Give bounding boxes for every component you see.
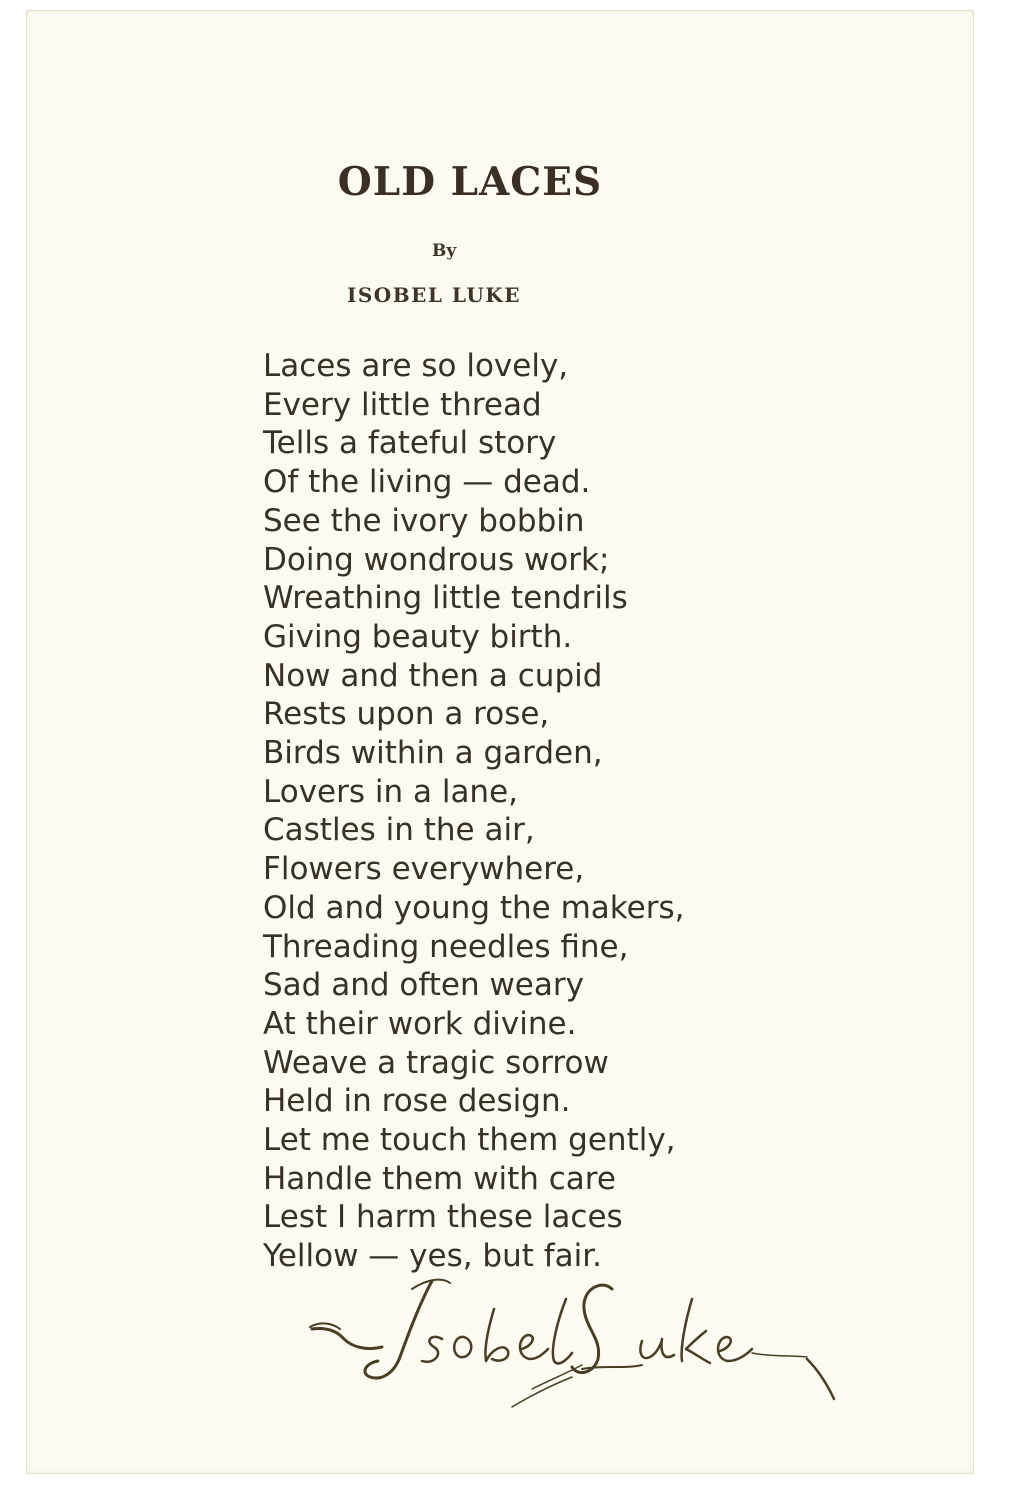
poem-line: See the ivory bobbin xyxy=(263,502,585,539)
poem-line: Laces are so lovely, xyxy=(263,348,569,384)
signature-drawing xyxy=(282,1269,842,1419)
poem-line: Every little thread xyxy=(263,386,542,423)
poem-line: At their work divine. xyxy=(263,1005,577,1042)
poem-line: Handle them with care xyxy=(263,1160,616,1197)
poem-line: Tells a fateful story xyxy=(263,425,557,462)
poem-line: Of the living — dead. xyxy=(263,464,591,501)
poem-line: Old and young the makers, xyxy=(263,889,685,926)
poem-line: Threading needles fine, xyxy=(263,928,629,965)
byline: By xyxy=(432,241,457,261)
poem-line: Giving beauty birth. xyxy=(263,618,573,655)
poem-line: Lovers in a lane, xyxy=(263,773,519,810)
poem-line: Birds within a garden, xyxy=(263,735,603,772)
poem-line: Wreathing little tendrils xyxy=(263,580,628,617)
poem-line: Sad and often weary xyxy=(263,967,584,1004)
author-name: ISOBEL LUKE xyxy=(347,283,521,307)
poem-line: Held in rose design. xyxy=(263,1083,571,1120)
handwritten-signature xyxy=(282,1269,842,1419)
poem-line: Rests upon a rose, xyxy=(263,696,550,733)
poem-line: Flowers everywhere, xyxy=(263,851,585,888)
poem-line: Lest I harm these laces xyxy=(263,1199,623,1236)
poem-line: Let me touch them gently, xyxy=(263,1122,676,1159)
poem-title-row xyxy=(27,159,973,205)
poem-body xyxy=(263,347,684,1276)
poem-line: Doing wondrous work; xyxy=(263,541,610,578)
poem-line: Weave a tragic sorrow xyxy=(263,1044,609,1081)
poem-title: OLD LACES xyxy=(337,159,603,205)
poem-line: Castles in the air, xyxy=(263,812,535,849)
poem-line: Yellow — yes, but fair. xyxy=(263,1238,603,1275)
poem-card xyxy=(26,10,974,1474)
poem-line: Now and then a cupid xyxy=(263,657,603,694)
